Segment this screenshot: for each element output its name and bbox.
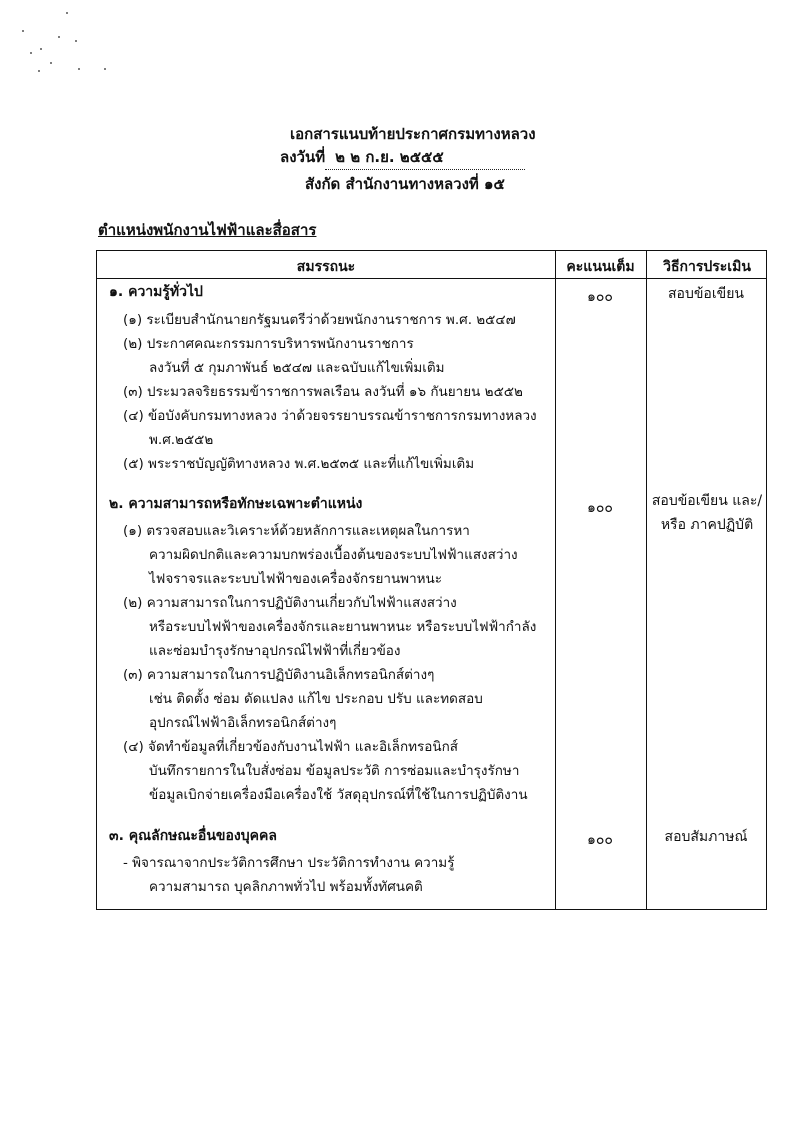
unit-line: สังกัด สำนักงานทางหลวงที่ ๑๕ <box>305 175 505 193</box>
list-item-continued: พ.ศ.๒๕๕๒ <box>149 432 214 448</box>
header-competency: สมรรถนะ <box>296 259 356 275</box>
list-item: (๓) ประมวลจริยธรรมข้าราชการพลเรือน ลงวันที่ ๑๖ กันยายน ๒๕๕๒ <box>123 384 523 400</box>
competency-table <box>96 250 767 910</box>
list-item-continued: ลงวันที่ ๕ กุมภาพันธ์ ๒๕๔๗ และฉบับแก้ไขเพิ่มเติม <box>149 360 445 376</box>
list-item: (๔) ข้อบังคับกรมทางหลวง ว่าด้วยจรรยาบรรณข้าราชการกรมทางหลวง <box>123 408 537 424</box>
list-item: (๒) ความสามารถในการปฏิบัติงานเกี่ยวกับไฟฟ้าแสงสว่าง <box>123 595 457 611</box>
list-item: (๕) พระราชบัญญัติทางหลวง พ.ศ.๒๕๓๕ และที่แก้ไขเพิ่มเติม <box>123 456 475 472</box>
list-item: (๑) ตรวจสอบและวิเคราะห์ด้วยหลักการและเหตุผลในการหา <box>123 523 470 539</box>
list-item-continued: เช่น ติดตั้ง ซ่อม ดัดแปลง แก้ไข ประกอบ ปรับ และทดสอบ <box>149 691 483 707</box>
list-item-continued: หรือระบบไฟฟ้าของเครื่องจักรและยานพาหนะ หรือระบบไฟฟ้ากำลัง <box>149 619 537 635</box>
list-item-continued: ไฟจราจรและระบบไฟฟ้าของเครื่องจักรยานพาหนะ <box>149 571 443 587</box>
date-line <box>280 145 800 170</box>
date-label: ลงวันที่ <box>280 148 326 166</box>
list-item-continued: และซ่อมบำรุงรักษาอุปกรณ์ไฟฟ้าที่เกี่ยวข้อง <box>149 643 401 659</box>
section-title: ๑. ความรู้ทั่วไป <box>109 284 203 300</box>
list-item: - พิจารณาจากประวัติการศึกษา ประวัติการทำงาน ความรู้ <box>123 855 455 871</box>
document-title: เอกสารแนบท้ายประกาศกรมทางหลวง <box>290 125 536 143</box>
list-item-continued: ข้อมูลเบิกจ่ายเครื่องมือเครื่องใช้ วัสดุอุปกรณ์ที่ใช้ในการปฏิบัติงาน <box>149 787 528 803</box>
section-method: สอบข้อเขียน และ/ หรือ ภาคปฏิบัติ <box>651 493 763 533</box>
header-divider <box>97 278 766 279</box>
list-item: (๓) ความสามารถในการปฏิบัติงานอิเล็กทรอนิกส์ต่างๆ <box>123 667 435 683</box>
list-item-continued: อุปกรณ์ไฟฟ้าอิเล็กทรอนิกส์ต่างๆ <box>149 715 337 731</box>
section-score: ๑๐๐ <box>587 289 613 305</box>
section-method: สอบสัมภาษณ์ <box>664 829 748 845</box>
list-item: (๑) ระเบียบสำนักนายกรัฐมนตรีว่าด้วยพนักงานราชการ พ.ศ. ๒๕๔๗ <box>123 312 516 328</box>
date-value: ๒ ๒ ก.ย. ๒๕๕๕ <box>325 145 525 170</box>
section-score: ๑๐๐ <box>587 832 613 848</box>
list-item: (๔) จัดทำข้อมูลที่เกี่ยวข้องกับงานไฟฟ้า และอิเล็กทรอนิกส์ <box>123 739 459 755</box>
column-divider <box>646 251 647 909</box>
column-divider <box>555 251 556 909</box>
section-title: ๒. ความสามารถหรือทักษะเฉพาะตำแหน่ง <box>109 496 363 512</box>
list-item-continued: ความผิดปกติและความบกพร่องเบื้องต้นของระบบไฟฟ้าแสงสว่าง <box>149 547 518 563</box>
section-title: ๓. คุณลักษณะอื่นของบุคคล <box>109 828 277 844</box>
header-method: วิธีการประเมิน <box>663 259 751 275</box>
section-method: สอบข้อเขียน <box>668 286 744 302</box>
list-item-continued: ความสามารถ บุคลิกภาพทั่วไป พร้อมทั้งทัศนคติ <box>149 879 423 895</box>
section-score: ๑๐๐ <box>587 500 613 516</box>
position-title: ตำแหน่งพนักงานไฟฟ้าและสื่อสาร <box>98 221 317 239</box>
list-item-continued: บันทึกรายการในใบสั่งซ่อม ข้อมูลประวัติ การซ่อมและบำรุงรักษา <box>149 763 520 779</box>
list-item: (๒) ประกาศคณะกรรมการบริหารพนักงานราชการ <box>123 336 414 352</box>
header-score: คะแนนเต็ม <box>566 259 635 275</box>
